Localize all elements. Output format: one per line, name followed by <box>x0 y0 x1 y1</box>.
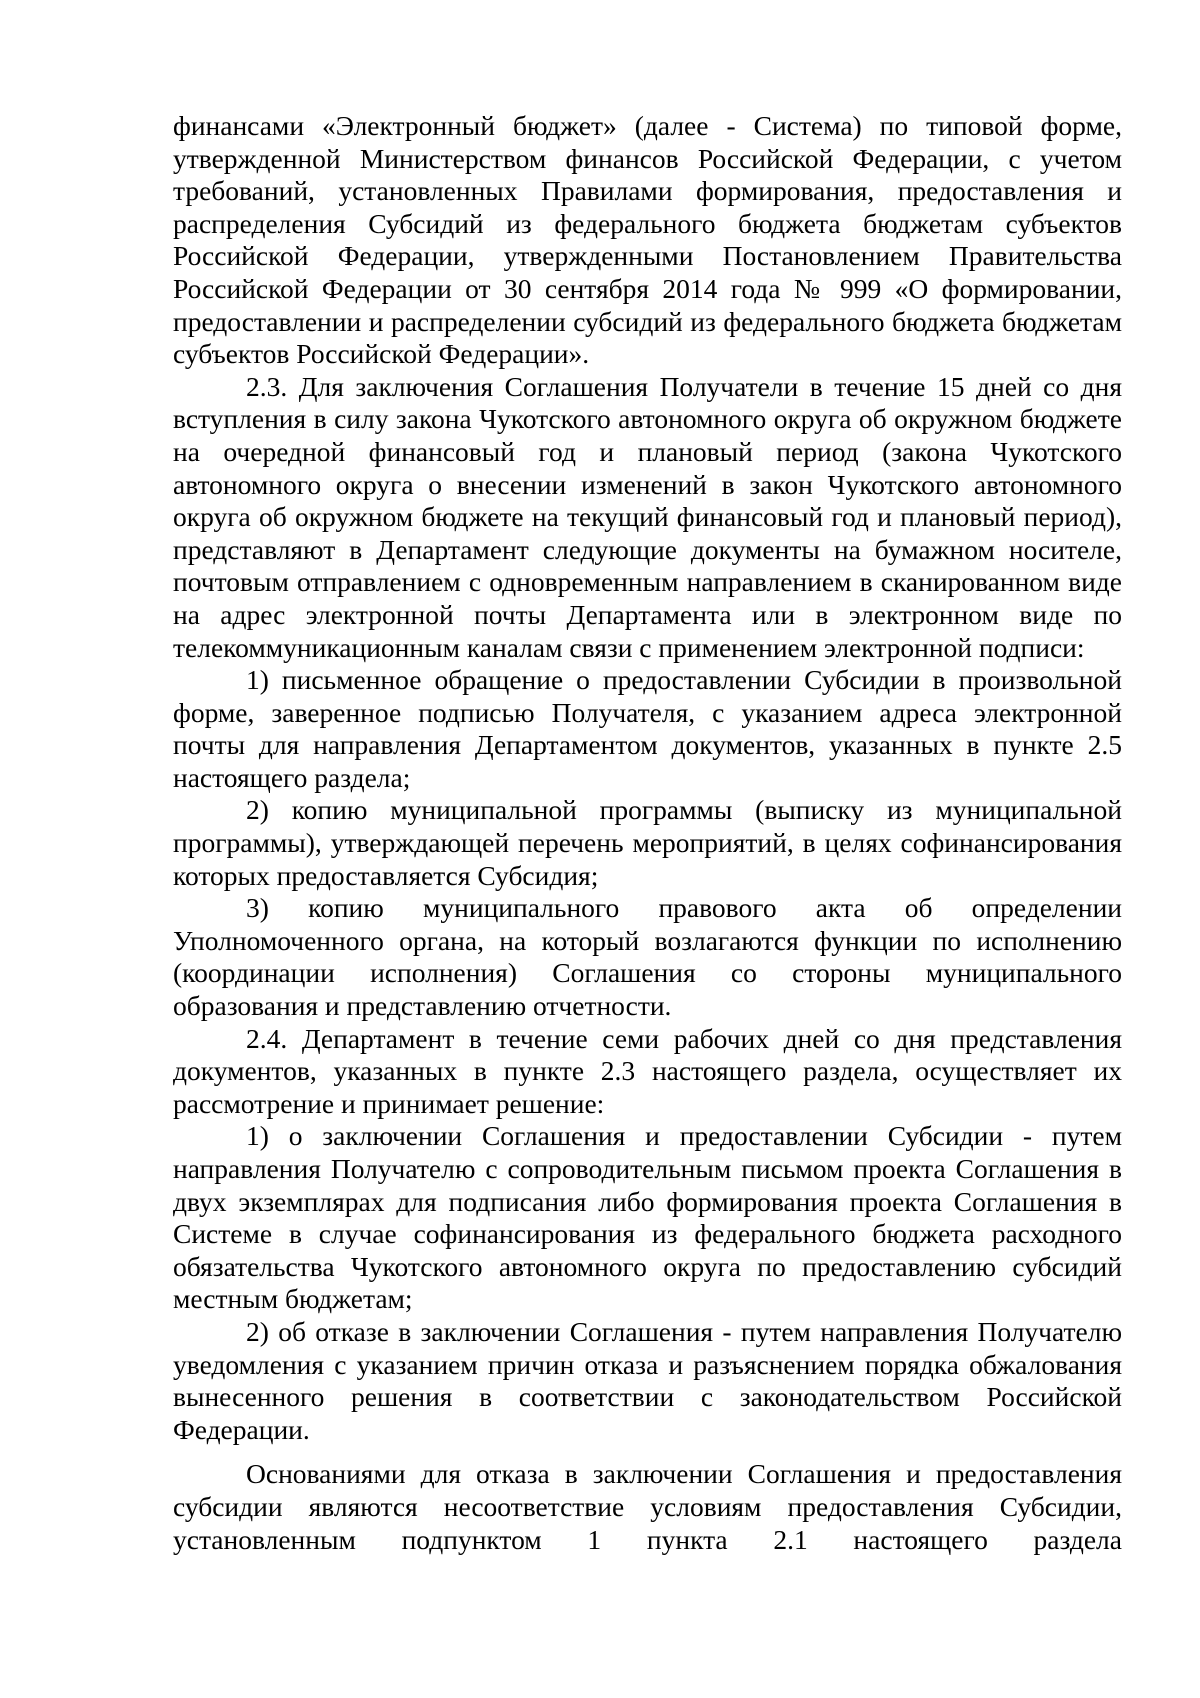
paragraph-refusal-grounds: Основаниями для отказа в заключении Соглашения и предоставления субсидии являются несоответствие условиям предоставления Субсидии, установленным подпунктом 1 пункта 2.1 настоящего раздела <box>173 1458 1122 1555</box>
list-item-2-3-1: 1) письменное обращение о предоставлении Субсидии в произвольной форме, заверенное подписью Получателя, с указанием адреса электронной почты для направления Департаментом документов, указанных в пункте 2.5 настоящего раздела; <box>173 664 1122 793</box>
paragraph-2-3: 2.3. Для заключения Соглашения Получатели в течение 15 дней со дня вступления в силу закона Чукотского автономного округа об окружном бюджете на очередной финансовый год и плановый период (закона Чукотского автономного округа о внесении изменений в закон Чукотского автономного округа об окружном бюджете на текущий финансовый год и плановый период), представляют в Департамент следующие документы на бумажном носителе, почтовым отправлением с одновременным направлением в сканированном виде на адрес электронной почты Департамента или в электронном виде по телекоммуникационным каналам связи с применением электронной подписи: <box>173 370 1122 663</box>
paragraph-electronic-budget-continuation: финансами «Электронный бюджет» (далее - Система) по типовой форме, утвержденной Министерством финансов Российской Федерации, с учетом требований, установленных Правилами формирования, предоставления и распределения Субсидий из федерального бюджета бюджетам субъектов Российской Федерации, утвержденными Постановлением Правительства Российской Федерации от 30 сентября 2014 года № 999 «О формировании, предоставлении и распределении субсидий из федерального бюджета бюджетам субъектов Российской Федерации». <box>173 110 1122 370</box>
list-item-2-3-2: 2) копию муниципальной программы (выписку из муниципальной программы), утверждающей перечень мероприятий, в целях софинансирования которых предоставляется Субсидия; <box>173 794 1122 891</box>
list-item-2-4-2: 2) об отказе в заключении Соглашения - путем направления Получателю уведомления с указанием причин отказа и разъяснением порядка обжалования вынесенного решения в соответствии с законодательством Российской Федерации. <box>173 1315 1122 1445</box>
list-item-2-3-3: 3) копию муниципального правового акта об определении Уполномоченного органа, на который возлагаются функции по исполнению (координации исполнения) Соглашения со стороны муниципального образования и представлению отчетности. <box>173 892 1122 1022</box>
list-item-2-4-1: 1) о заключении Соглашения и предоставлении Субсидии - путем направления Получателю с сопроводительным письмом проекта Соглашения в двух экземплярах для подписания либо формирования проекта Соглашения в Системе в случае софинансирования из федерального бюджета расходного обязательства Чукотского автономного округа по предоставлению субсидий местным бюджетам; <box>173 1120 1122 1315</box>
paragraph-2-4: 2.4. Департамент в течение семи рабочих дней со дня представления документов, указанных в пункте 2.3 настоящего раздела, осуществляет их рассмотрение и принимает решение: <box>173 1022 1122 1119</box>
